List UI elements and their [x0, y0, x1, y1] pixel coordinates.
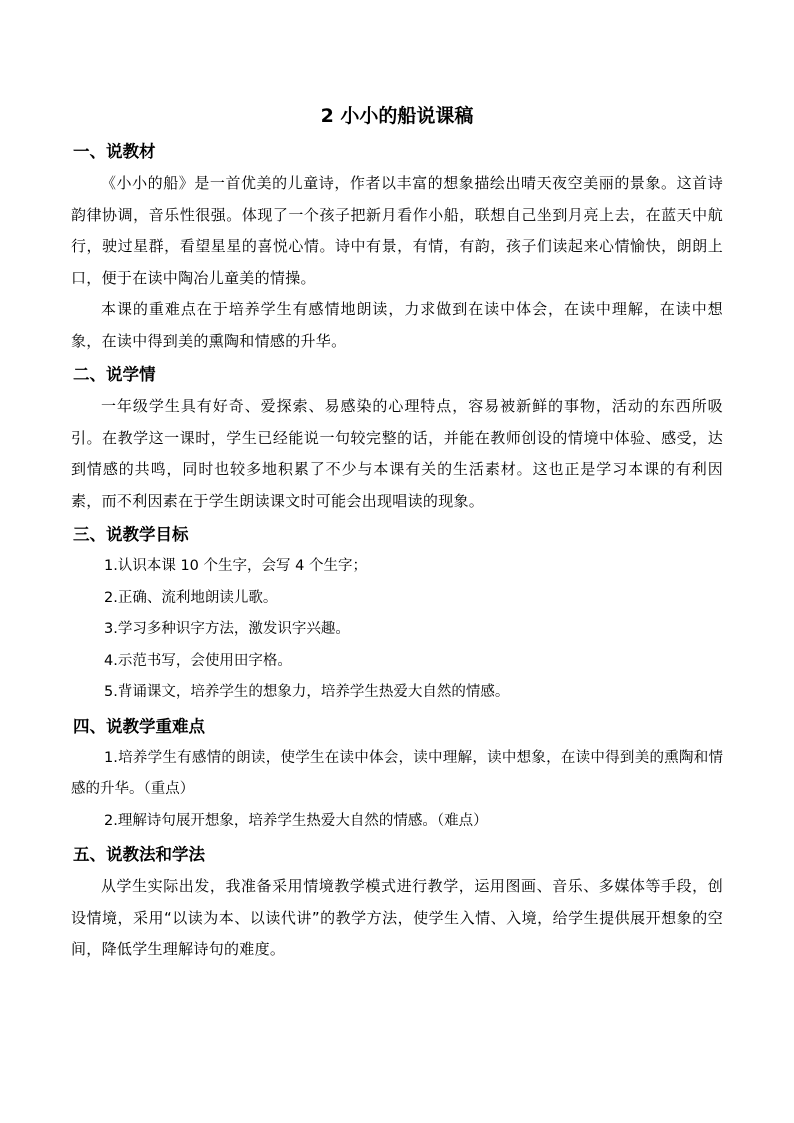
- section-heading: 四、说教学重难点: [73, 716, 205, 736]
- list-item: 2.正确、流利地朗读儿歌。: [104, 589, 278, 606]
- section-student-analysis: [71, 359, 723, 517]
- list-item: 5.背诵课文，培养学生的想象力，培养学生热爱大自然的情感。: [104, 684, 510, 700]
- section-teaching-objectives: [71, 519, 723, 709]
- paragraph: 从学生实际出发，我准备采用情境教学模式进行教学，运用图画、音乐、多媒体等手段，创设情境，采用“以读为本、以读代讲”的教学方法，使学生入情、入境，给学生提供展开想象的空间，降低学生理解诗句的难度。: [71, 877, 723, 958]
- list-item: 3.学习多种识字方法，激发识字兴趣。: [104, 621, 350, 637]
- section-heading: 二、说学情: [73, 365, 156, 384]
- list-item: 1.认识本课 10 个生字，会写 4 个生字；: [104, 558, 367, 574]
- document-page: [71, 96, 723, 966]
- section-heading: 五、说教法和学法: [73, 845, 205, 864]
- list-item: 4.示范书写，会使用田字格。: [104, 652, 292, 669]
- paragraph: 本课的重难点在于培养学生有感情地朗读，力求做到在读中体会，在读中理解，在读中想象，在读中得到美的熏陶和情感的升华。: [71, 300, 723, 350]
- list-item: 2.理解诗句展开想象，培养学生热爱大自然的情感。（难点）: [104, 812, 488, 829]
- section-heading: 三、说教学目标: [73, 525, 189, 544]
- section-key-difficulties: [71, 711, 723, 838]
- paragraph: 一年级学生具有好奇、爱探索、易感染的心理特点，容易被新鲜的事物，活动的东西所吸引。在教学这一课时，学生已经能说一句较完整的话，并能在教师创设的情境中体验、感受，达到情感的共鸣，同时也较多地积累了不少与本课有关的生活素材。这也正是学习本课的有利因素，而不利因素在于学生朗读课文时可能会出现唱读的现象。: [71, 397, 723, 510]
- section-teaching-material: [71, 136, 723, 357]
- document-title: 2 小小的船说课稿: [320, 105, 474, 127]
- list-item: 1.培养学生有感情的朗读，使学生在读中体会，读中理解，读中想象，在读中得到美的熏陶和情感的升华。（重点）: [71, 749, 723, 797]
- section-teaching-methods: [71, 839, 723, 966]
- paragraph: 《小小的船》是一首优美的儿童诗，作者以丰富的想象描绘出晴天夜空美丽的景象。这首诗韵律协调，音乐性很强。体现了一个孩子把新月看作小船，联想自己坐到月亮上去，在蓝天中航行，驶过星群，看望星星的喜悦心情。诗中有景，有情，有韵，孩子们读起来心情愉快，朗朗上口，便于在读中陶冶儿童美的情操。: [71, 174, 723, 287]
- section-heading: 一、说教材: [73, 142, 156, 161]
